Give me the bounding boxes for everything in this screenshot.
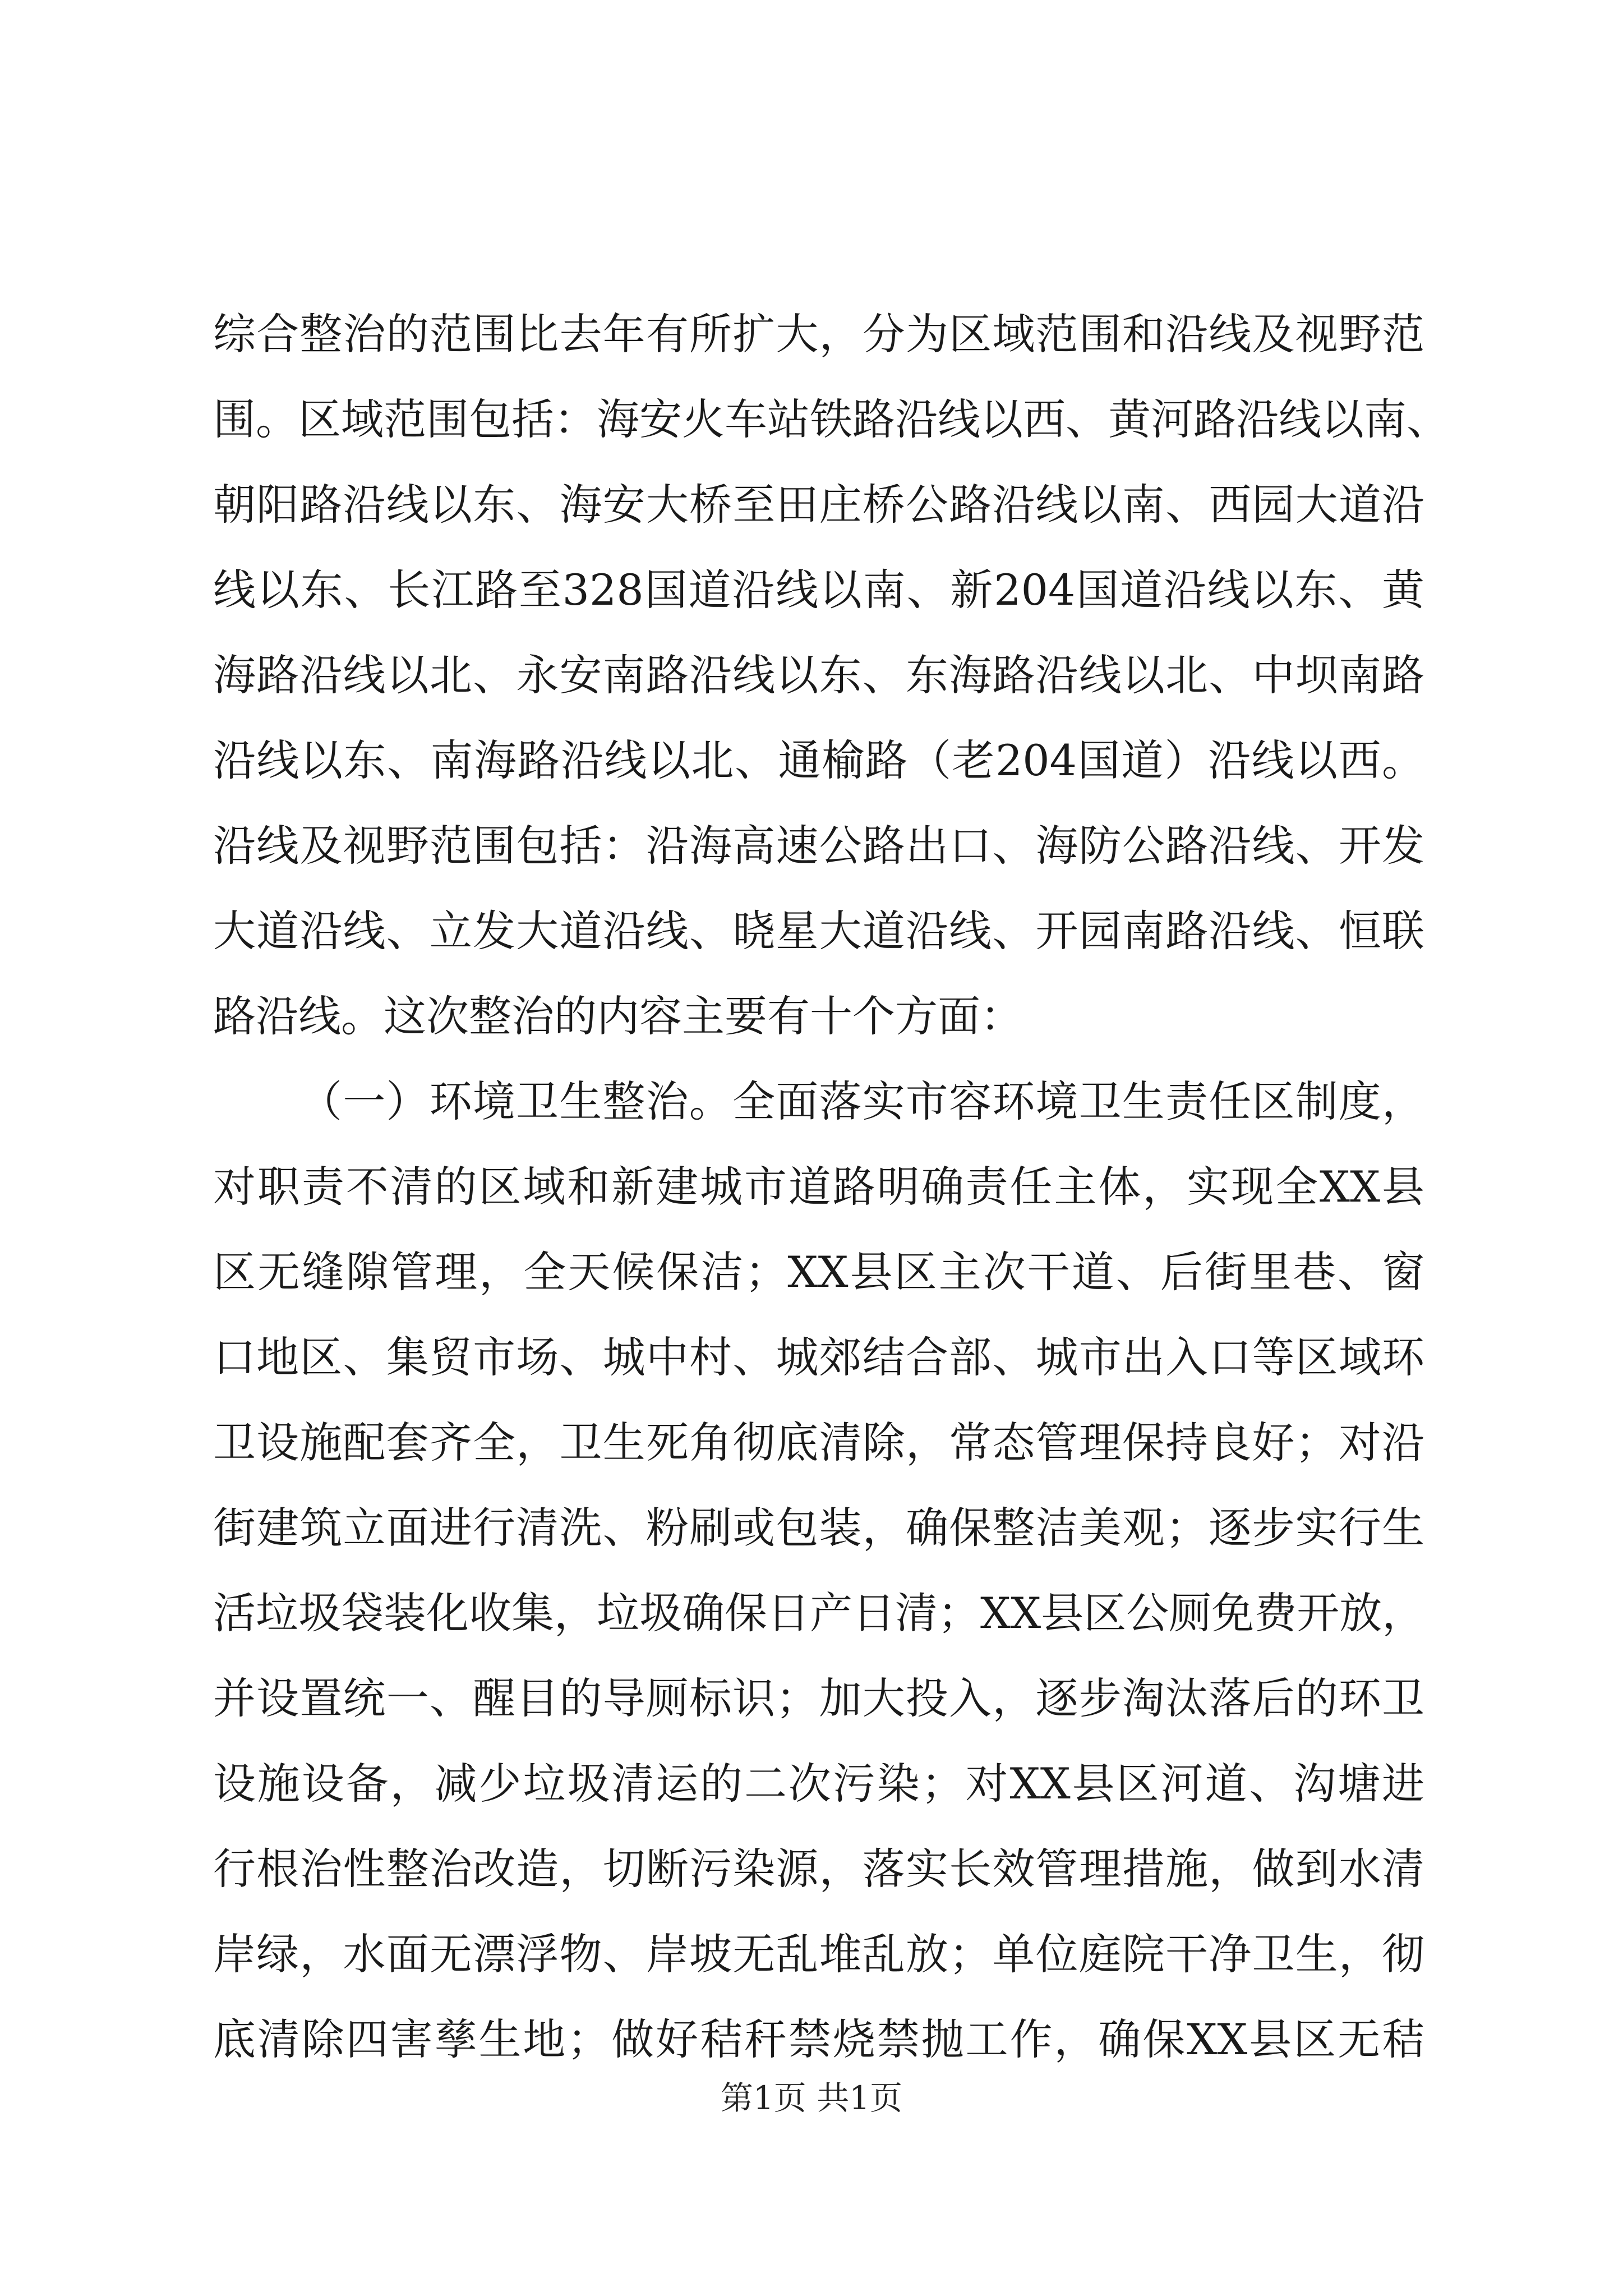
text-line: 线以东、长江路至328国道沿线以南、新204国道沿线以东、黄 [213,565,1424,615]
text-line: 沿线以东、南海路沿线以北、通榆路（老204国道）沿线以西。 [213,735,1424,785]
text-line: 沿线及视野范围包括：沿海高速公路出口、海防公路沿线、开发 [213,821,1424,871]
text-line: 活垃圾袋装化收集，垃圾确保日产日清；XX县区公厕免费开放， [213,1588,1425,1638]
text-line: 路沿线。这次整治的内容主要有十个方面： [213,991,1023,1041]
text-line: 大道沿线、立发大道沿线、晓星大道沿线、开园南路沿线、恒联 [213,906,1424,956]
text-line: 综合整治的范围比去年有所扩大，分为区域范围和沿线及视野范 [213,309,1424,359]
page-number-footer: 第1页 共1页 [720,2079,903,2117]
text-line: 底清除四害孳生地；做好秸秆禁烧禁抛工作，确保XX县区无秸 [213,2014,1424,2064]
text-line: 行根治性整治改造，切断污染源，落实长效管理措施，做到水清 [213,1844,1424,1894]
text-line: 设施设备，减少垃圾清运的二次污染；对XX县区河道、沟塘进 [213,1759,1424,1809]
paragraph-first-line: （一）环境卫生整治。全面落实市容环境卫生责任区制度， [299,1076,1424,1126]
text-line: 海路沿线以北、永安南路沿线以东、东海路沿线以北、中坝南路 [213,650,1424,700]
text-line: 围。区域范围包括：海安火车站铁路沿线以西、黄河路沿线以南、 [213,394,1449,444]
text-line: 街建筑立面进行清洗、粉刷或包装，确保整洁美观；逐步实行生 [213,1503,1424,1553]
text-line: 对职责不清的区域和新建城市道路明确责任主体，实现全XX县 [213,1162,1424,1212]
text-line: 口地区、集贸市场、城中村、城郊结合部、城市出入口等区域环 [213,1332,1424,1382]
text-line: 岸绿，水面无漂浮物、岸坡无乱堆乱放；单位庭院干净卫生，彻 [213,1929,1424,1979]
document-body [213,292,1449,2082]
text-line: 卫设施配套齐全，卫生死角彻底清除，常态管理保持良好；对沿 [213,1418,1424,1467]
text-line: 并设置统一、醒目的导厕标识；加大投入，逐步淘汰落后的环卫 [213,1673,1424,1723]
text-line: 朝阳路沿线以东、海安大桥至田庄桥公路沿线以南、西园大道沿 [213,480,1424,530]
text-line: 区无缝隙管理，全天候保洁；XX县区主次干道、后街里巷、窗 [213,1247,1424,1297]
